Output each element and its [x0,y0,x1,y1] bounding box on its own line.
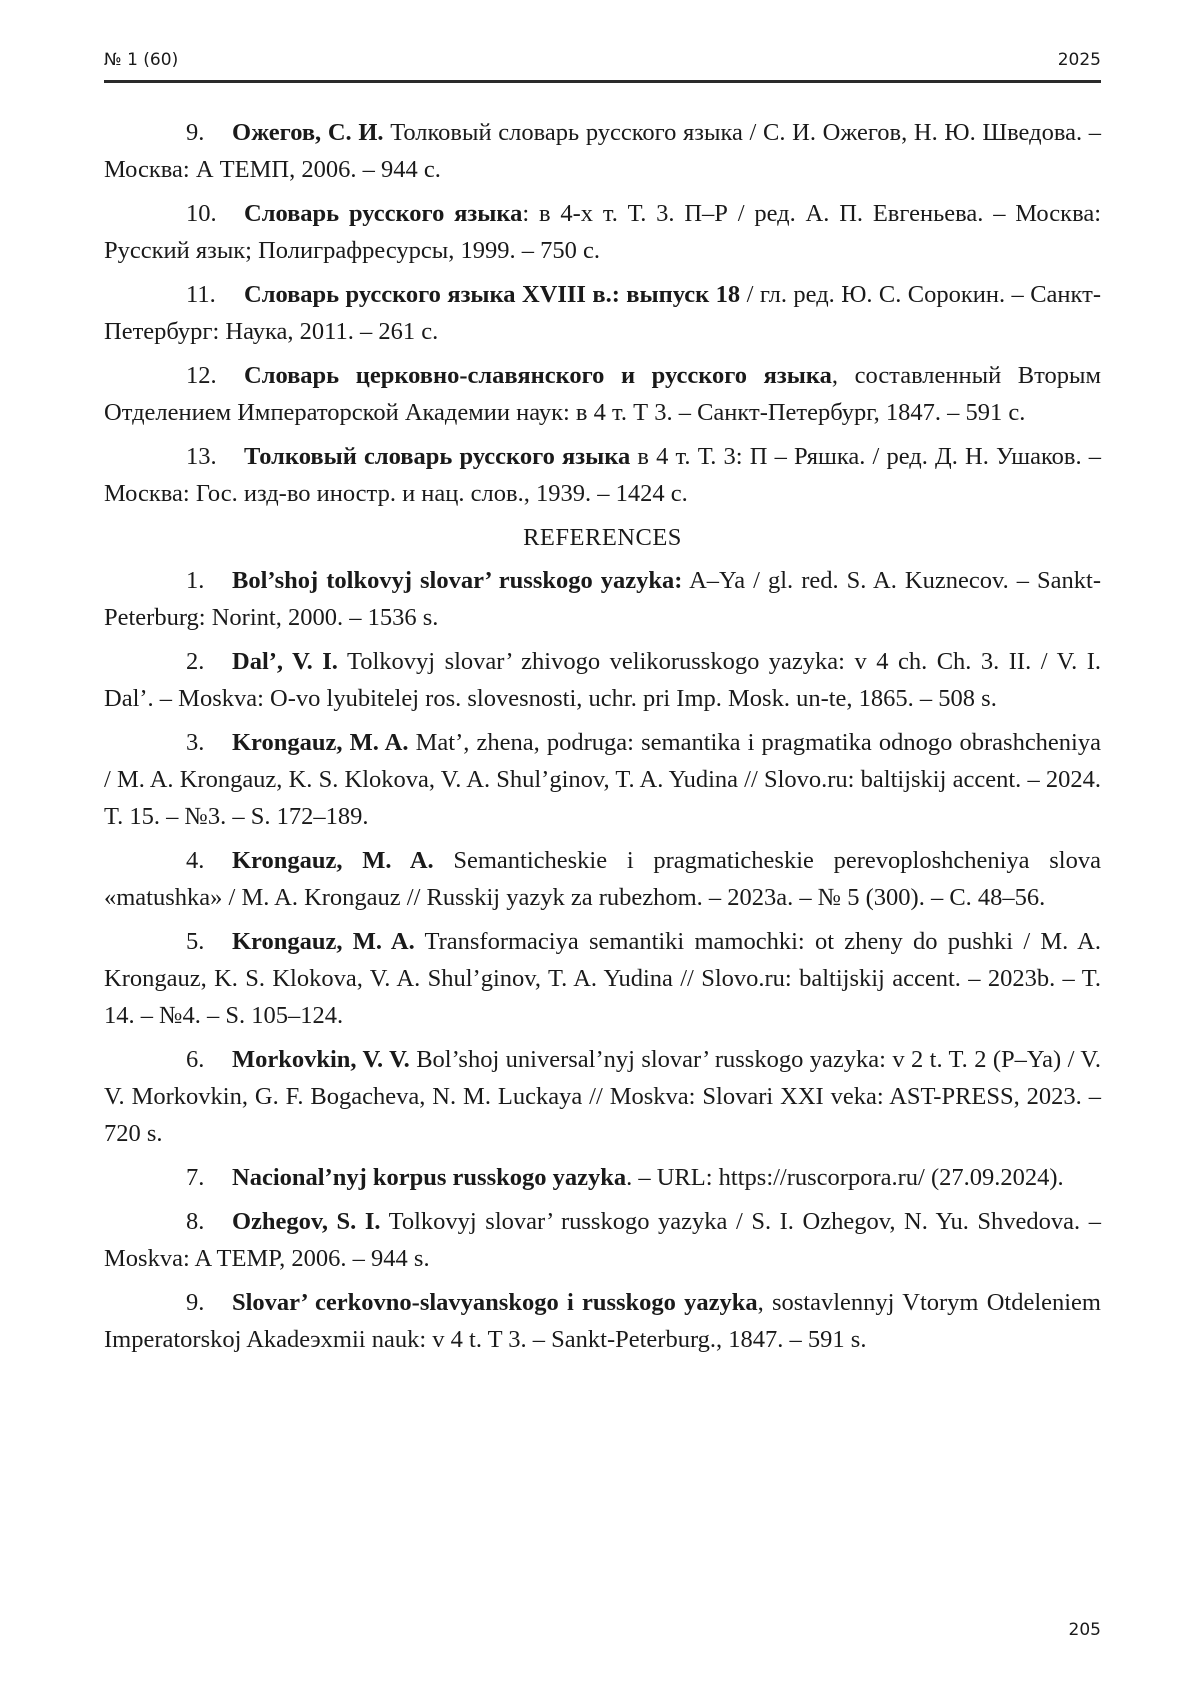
entry-details: Толковый словарь русского языка / С. И. Ожегов, Н. Ю. Шведова. – Москва: А ТЕМП, 2006. – 944 с. [104,119,1101,183]
entry-details: A–Ya / gl. red. S. A. Kuznecov. – Sankt-Peterburg: Norint, 2000. – 1536 s. [104,567,1101,631]
entry-number: 7. [186,1164,205,1191]
entry-author: Krongauz, M. A. [232,729,409,756]
reference-entry [104,1159,1101,1196]
entry-number: 9. [186,1289,205,1316]
entry-author: Krongauz, M. A. [232,928,415,955]
publication-year: 2025 [1057,50,1101,70]
entry-author: Ozhegov, S. I. [232,1208,381,1235]
entry-details: Tolkovyj slovar’ russkogo yazyka / S. I. Ozhegov, N. Yu. Shvedova. – Moskva: A TEMP, 2006. – 944 s. [104,1208,1101,1272]
running-header [104,46,1101,83]
entry-details: в 4 т. Т. 3: П – Ряшка. / ред. Д. Н. Ушаков. – Москва: Гос. изд-во иностр. и нац. слов., 1939. – 1424 с. [104,443,1101,507]
entry-title: Словарь церковно-славянского и русского языка [244,362,832,389]
entry-number: 13. [186,443,217,470]
entry-number: 9. [186,119,205,146]
reference-entry [104,562,1101,636]
entry-title: Bol’shoj tolkovyj slovar’ russkogo yazyka: [232,567,683,594]
entry-title: Толковый словарь русского языка [244,443,631,470]
reference-entry [104,1284,1101,1358]
entry-number: 2. [186,648,205,675]
reference-entry [104,842,1101,916]
entry-title: Nacional’nyj korpus russkogo yazyka [232,1164,627,1191]
entry-details: / гл. ред. Ю. С. Сорокин. – Санкт-Петербург: Наука, 2011. – 261 с. [104,281,1101,345]
entry-number: 1. [186,567,205,594]
bibliography-entry [104,114,1101,188]
reference-entry [104,1203,1101,1277]
bibliography-entry [104,357,1101,431]
bibliography-body [104,114,1101,1365]
entry-number: 8. [186,1208,205,1235]
entry-details: Tolkovyj slovar’ zhivogo velikorusskogo yazyka: v 4 ch. Ch. 3. II. / V. I. Dal’. – Moskva: O-vo lyubitelej ros. slovesnosti, uchr. pri Imp. Mosk. un-te, 1865. – 508 s. [104,648,1102,712]
entry-number: 10. [186,200,217,227]
entry-details: Transformaciya semantiki mamochki: ot zheny do pushki / M. A. Krongauz, K. S. Klokova, V. A. Shul’ginov, T. A. Yudina // Slovo.ru: baltijskij accent. – 2023b. – T. 14. – №4. – S. 105–124. [104,928,1101,1029]
entry-details: Bol’shoj universal’nyj slovar’ russkogo yazyka: v 2 t. T. 2 (P–Ya) / V. V. Morkovkin, G. F. Bogacheva, N. M. Luckaya // Moskva: Slovari XXI veka: AST-PRESS, 2023. – 720 s. [104,1046,1101,1147]
page [104,0,1101,1703]
entry-details: , sostavlennyj Vtorym Otdeleniem Imperatorskoj Akadeэxmii nauk: v 4 t. T 3. – Sankt-Peterburg., 1847. – 591 s. [104,1289,1101,1353]
entry-author: Morkovkin, V. V. [232,1046,410,1073]
entry-details: . – URL: https://ruscorpora.ru/ (27.09.2024). [626,1164,1064,1191]
entry-author: Ожегов, С. И. [232,119,384,146]
entry-author: Dal’, V. I. [232,648,338,675]
entry-details: , составленный Вторым Отделением Императорской Академии наук: в 4 т. Т 3. – Санкт-Петербург, 1847. – 591 с. [104,362,1101,426]
entry-number: 6. [186,1046,205,1073]
entry-details: Semanticheskie i pragmaticheskie perevoploshcheniya slova «matushka» / M. A. Krongauz // Russkij yazyk za rubezhom. – 2023a. – № 5 (300). – C. 48–56. [104,847,1101,911]
entry-number: 5. [186,928,205,955]
page-number: 205 [1068,1620,1101,1640]
issue-number: № 1 (60) [104,50,179,70]
entry-details: Mat’, zhena, podruga: semantika i pragmatika odnogo obrashcheniya / M. A. Krongauz, K. S. Klokova, V. A. Shul’ginov, T. A. Yudina // Slovo.ru: baltijskij accent. – 2024. T. 15. – №3. – S. 172–189. [104,729,1101,830]
reference-entry [104,643,1101,717]
entry-title: Словарь русского языка XVIII в.: выпуск 18 [244,281,741,308]
reference-entry [104,1041,1101,1152]
reference-entry [104,724,1101,835]
bibliography-entry [104,195,1101,269]
bibliography-entry [104,438,1101,512]
entry-number: 4. [186,847,205,874]
entry-number: 3. [186,729,205,756]
reference-entry [104,923,1101,1034]
entry-details: : в 4-х т. Т. 3. П–Р / ред. А. П. Евгеньева. – Москва: Русский язык; Полиграфресурсы, 1999. – 750 с. [104,200,1101,264]
entry-author: Krongauz, M. A. [232,847,434,874]
entry-number: 12. [186,362,217,389]
entry-number: 11. [186,281,216,308]
references-heading: REFERENCES [523,524,682,551]
entry-title: Slovar’ cerkovno-slavyanskogo i russkogo yazyka [232,1289,758,1316]
entry-title: Словарь русского языка [244,200,523,227]
bibliography-entry [104,276,1101,350]
